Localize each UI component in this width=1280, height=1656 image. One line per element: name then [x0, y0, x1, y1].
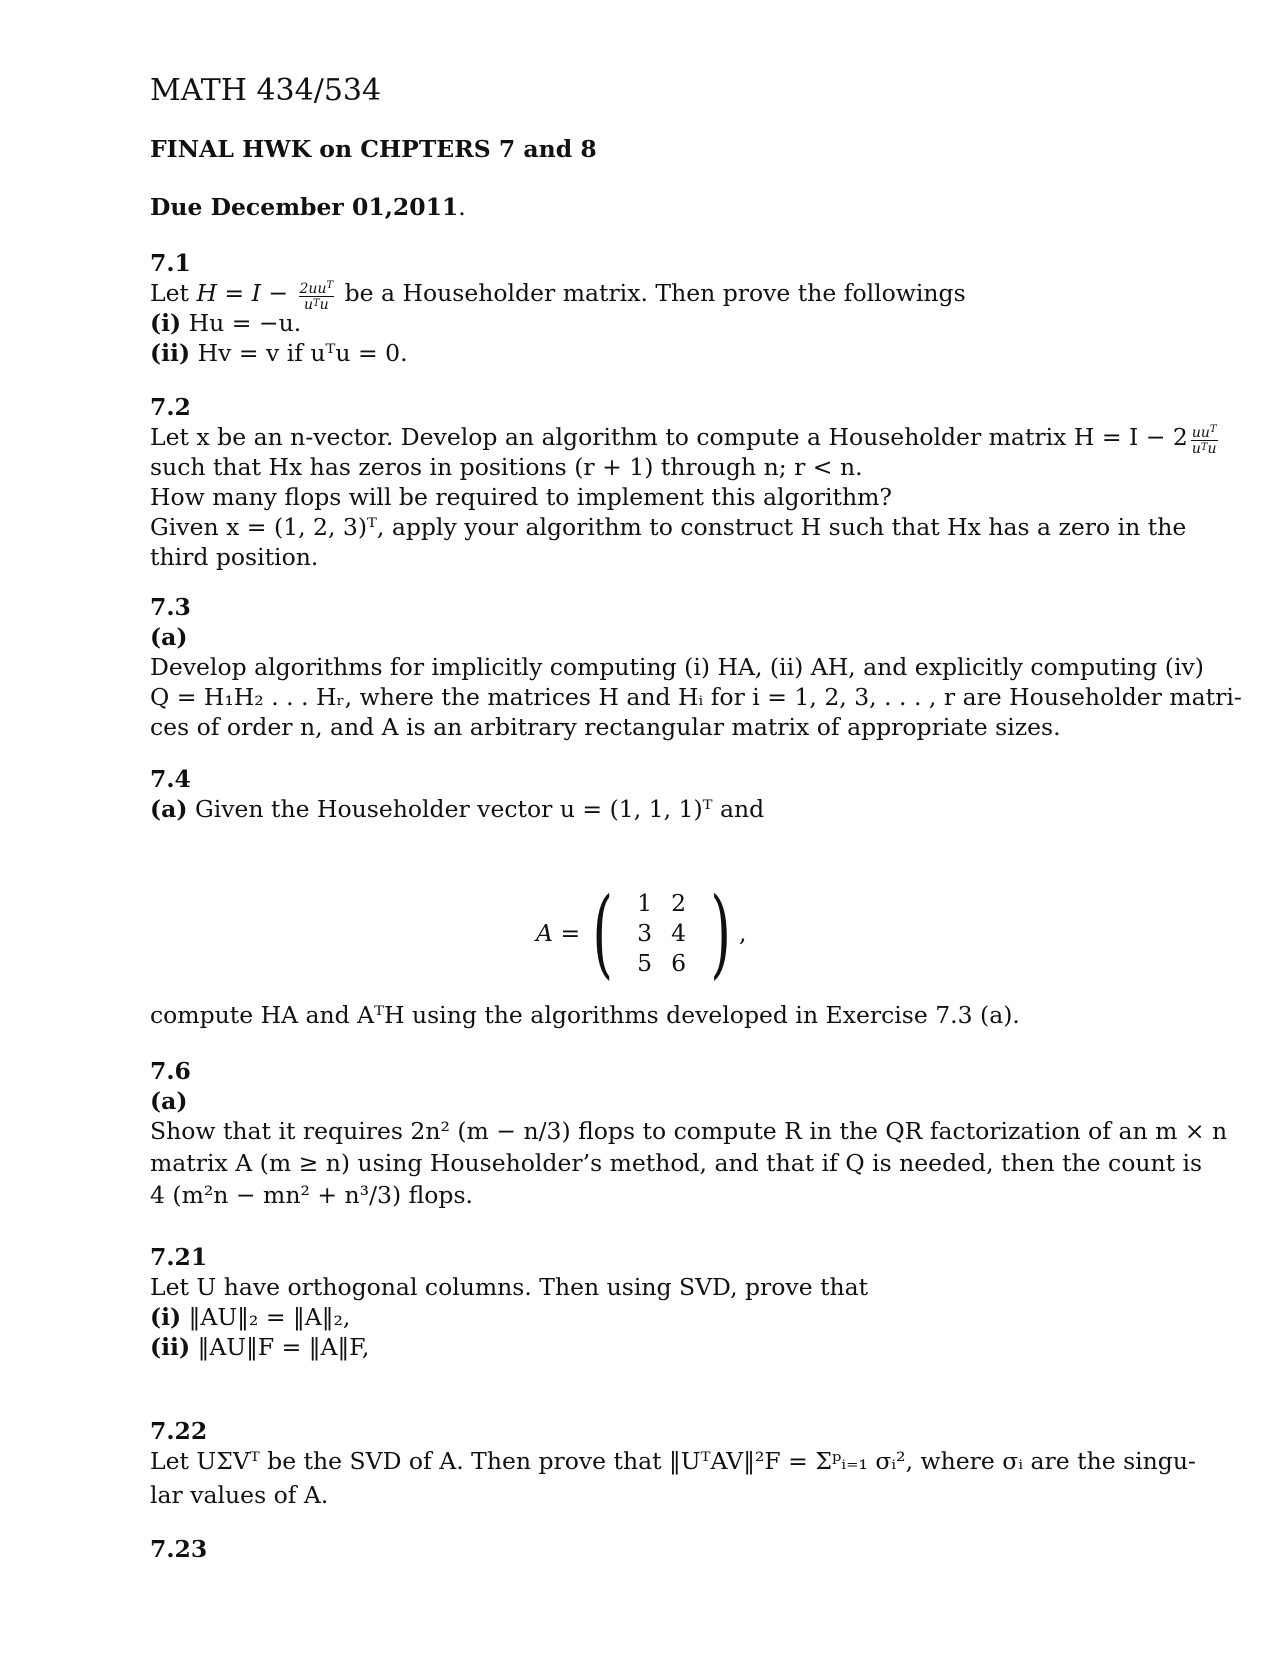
problem-number: 7.1: [150, 249, 191, 277]
problem-line-4: Given x = (1, 2, 3)ᵀ, apply your algorithm to construct H such that Hx has a zero in the: [150, 513, 1187, 541]
due-date-text: Due December 01,2011: [150, 193, 459, 221]
problem-line-2: lar values of A.: [150, 1481, 329, 1509]
due-date: [150, 192, 1130, 222]
problem-line-1: Show that it requires 2n² (m − n/3) flops to compute R in the QR factorization of an m × n: [150, 1117, 1228, 1145]
matrix-grid: [628, 888, 696, 978]
problem-line-3: ces of order n, and A is an arbitrary rectangular matrix of appropriate sizes.: [150, 713, 1061, 741]
problem-7-22: [150, 1416, 1196, 1510]
problem-line-1: (a) Given the Householder vector u = (1, 1, 1)ᵀ and: [150, 795, 765, 823]
problem-7-4: [150, 764, 1130, 824]
problem-part: (a): [150, 1087, 188, 1115]
item-i: (i) Hu = −u.: [150, 309, 302, 337]
problem-7-3: [150, 592, 1242, 742]
problem-number: 7.4: [150, 765, 191, 793]
problem-line-5: third position.: [150, 543, 319, 571]
item-i: (i) ‖AU‖₂ = ‖A‖₂,: [150, 1303, 351, 1331]
problem-number: 7.2: [150, 393, 191, 421]
problem-number: 7.21: [150, 1243, 208, 1271]
item-ii: (ii) ‖AU‖F = ‖A‖F,: [150, 1333, 370, 1361]
course-title-text: MATH 434/534: [150, 73, 382, 108]
problem-7-4-followup: [150, 1000, 1130, 1030]
right-paren: ): [710, 877, 731, 989]
problem-part: (a): [150, 623, 188, 651]
intro-before: Let: [150, 279, 197, 307]
fraction-uut-over-utu: $\frac{uu^T}{u^Tu}$: [1191, 424, 1217, 457]
problem-line-1: Develop algorithms for implicitly computing (i) HA, (ii) AH, and explicitly computing (iv): [150, 653, 1204, 681]
problem-7-23: [150, 1534, 1130, 1564]
problem-intro: Let U have orthogonal columns. Then using SVD, prove that: [150, 1273, 869, 1301]
due-date-period: .: [458, 193, 466, 221]
left-paren: (: [592, 877, 614, 989]
matrix-trailing-comma: ,: [739, 919, 747, 947]
matrix-cell: 1: [637, 889, 653, 917]
problem-line-1: Let x be an n-vector. Develop an algorithm to compute a Householder matrix H = I − 2 $\frac{uu^T}{u^Tu}$: [150, 423, 1217, 457]
problem-line-3: How many flops will be required to implement this algorithm?: [150, 483, 892, 511]
matrix-cell: 3: [637, 919, 653, 947]
matrix-cell: 6: [671, 949, 687, 977]
problem-7-2: [150, 392, 1217, 572]
matrix-cell: 2: [671, 889, 687, 917]
householder-formula: H: [196, 279, 217, 307]
matrix-a: [536, 877, 747, 989]
fraction-2uut-over-utu: $\frac{2uu^T}{u^Tu}$: [299, 280, 334, 313]
problem-number: 7.22: [150, 1417, 208, 1445]
problem-line-3: 4 (m²n − mn² + n³/3) flops.: [150, 1181, 473, 1209]
matrix-cell: 5: [637, 949, 653, 977]
assignment-title: [150, 134, 1130, 164]
problem-7-6: [150, 1056, 1228, 1210]
problem-line-1: Let UΣVᵀ be the SVD of A. Then prove that ‖UᵀAV‖²F = Σᵖᵢ₌₁ σᵢ², where σᵢ are the singu-: [150, 1447, 1196, 1475]
intro-after: be a Householder matrix. Then prove the followings: [337, 279, 966, 307]
item-ii: (ii) Hv = v if uᵀu = 0.: [150, 339, 408, 367]
problem-number: 7.3: [150, 593, 191, 621]
assignment-title-text: FINAL HWK on CHPTERS 7 and 8: [150, 135, 597, 163]
problem-line-2: compute HA and AᵀH using the algorithms developed in Exercise 7.3 (a).: [150, 1001, 1020, 1029]
matrix-label: A =: [536, 919, 581, 947]
problem-intro: Let H = I − $\frac{2uu^T}{u^Tu}$ be a Householder matrix. Then prove the followings: [150, 279, 966, 313]
problem-line-2: matrix A (m ≥ n) using Householder’s method, and that if Q is needed, then the count is: [150, 1149, 1203, 1177]
problem-number: 7.6: [150, 1057, 191, 1085]
problem-line-2: Q = H₁H₂ . . . Hᵣ, where the matrices H and Hᵢ for i = 1, 2, 3, . . . , r are Householder matri-: [150, 683, 1242, 711]
problem-7-1: [150, 248, 1130, 368]
course-title: [150, 74, 1130, 108]
problem-7-21: [150, 1242, 1130, 1362]
problem-line-2: such that Hx has zeros in positions (r + 1) through n; r < n.: [150, 453, 863, 481]
matrix-cell: 4: [671, 919, 687, 947]
problem-number: 7.23: [150, 1535, 208, 1563]
